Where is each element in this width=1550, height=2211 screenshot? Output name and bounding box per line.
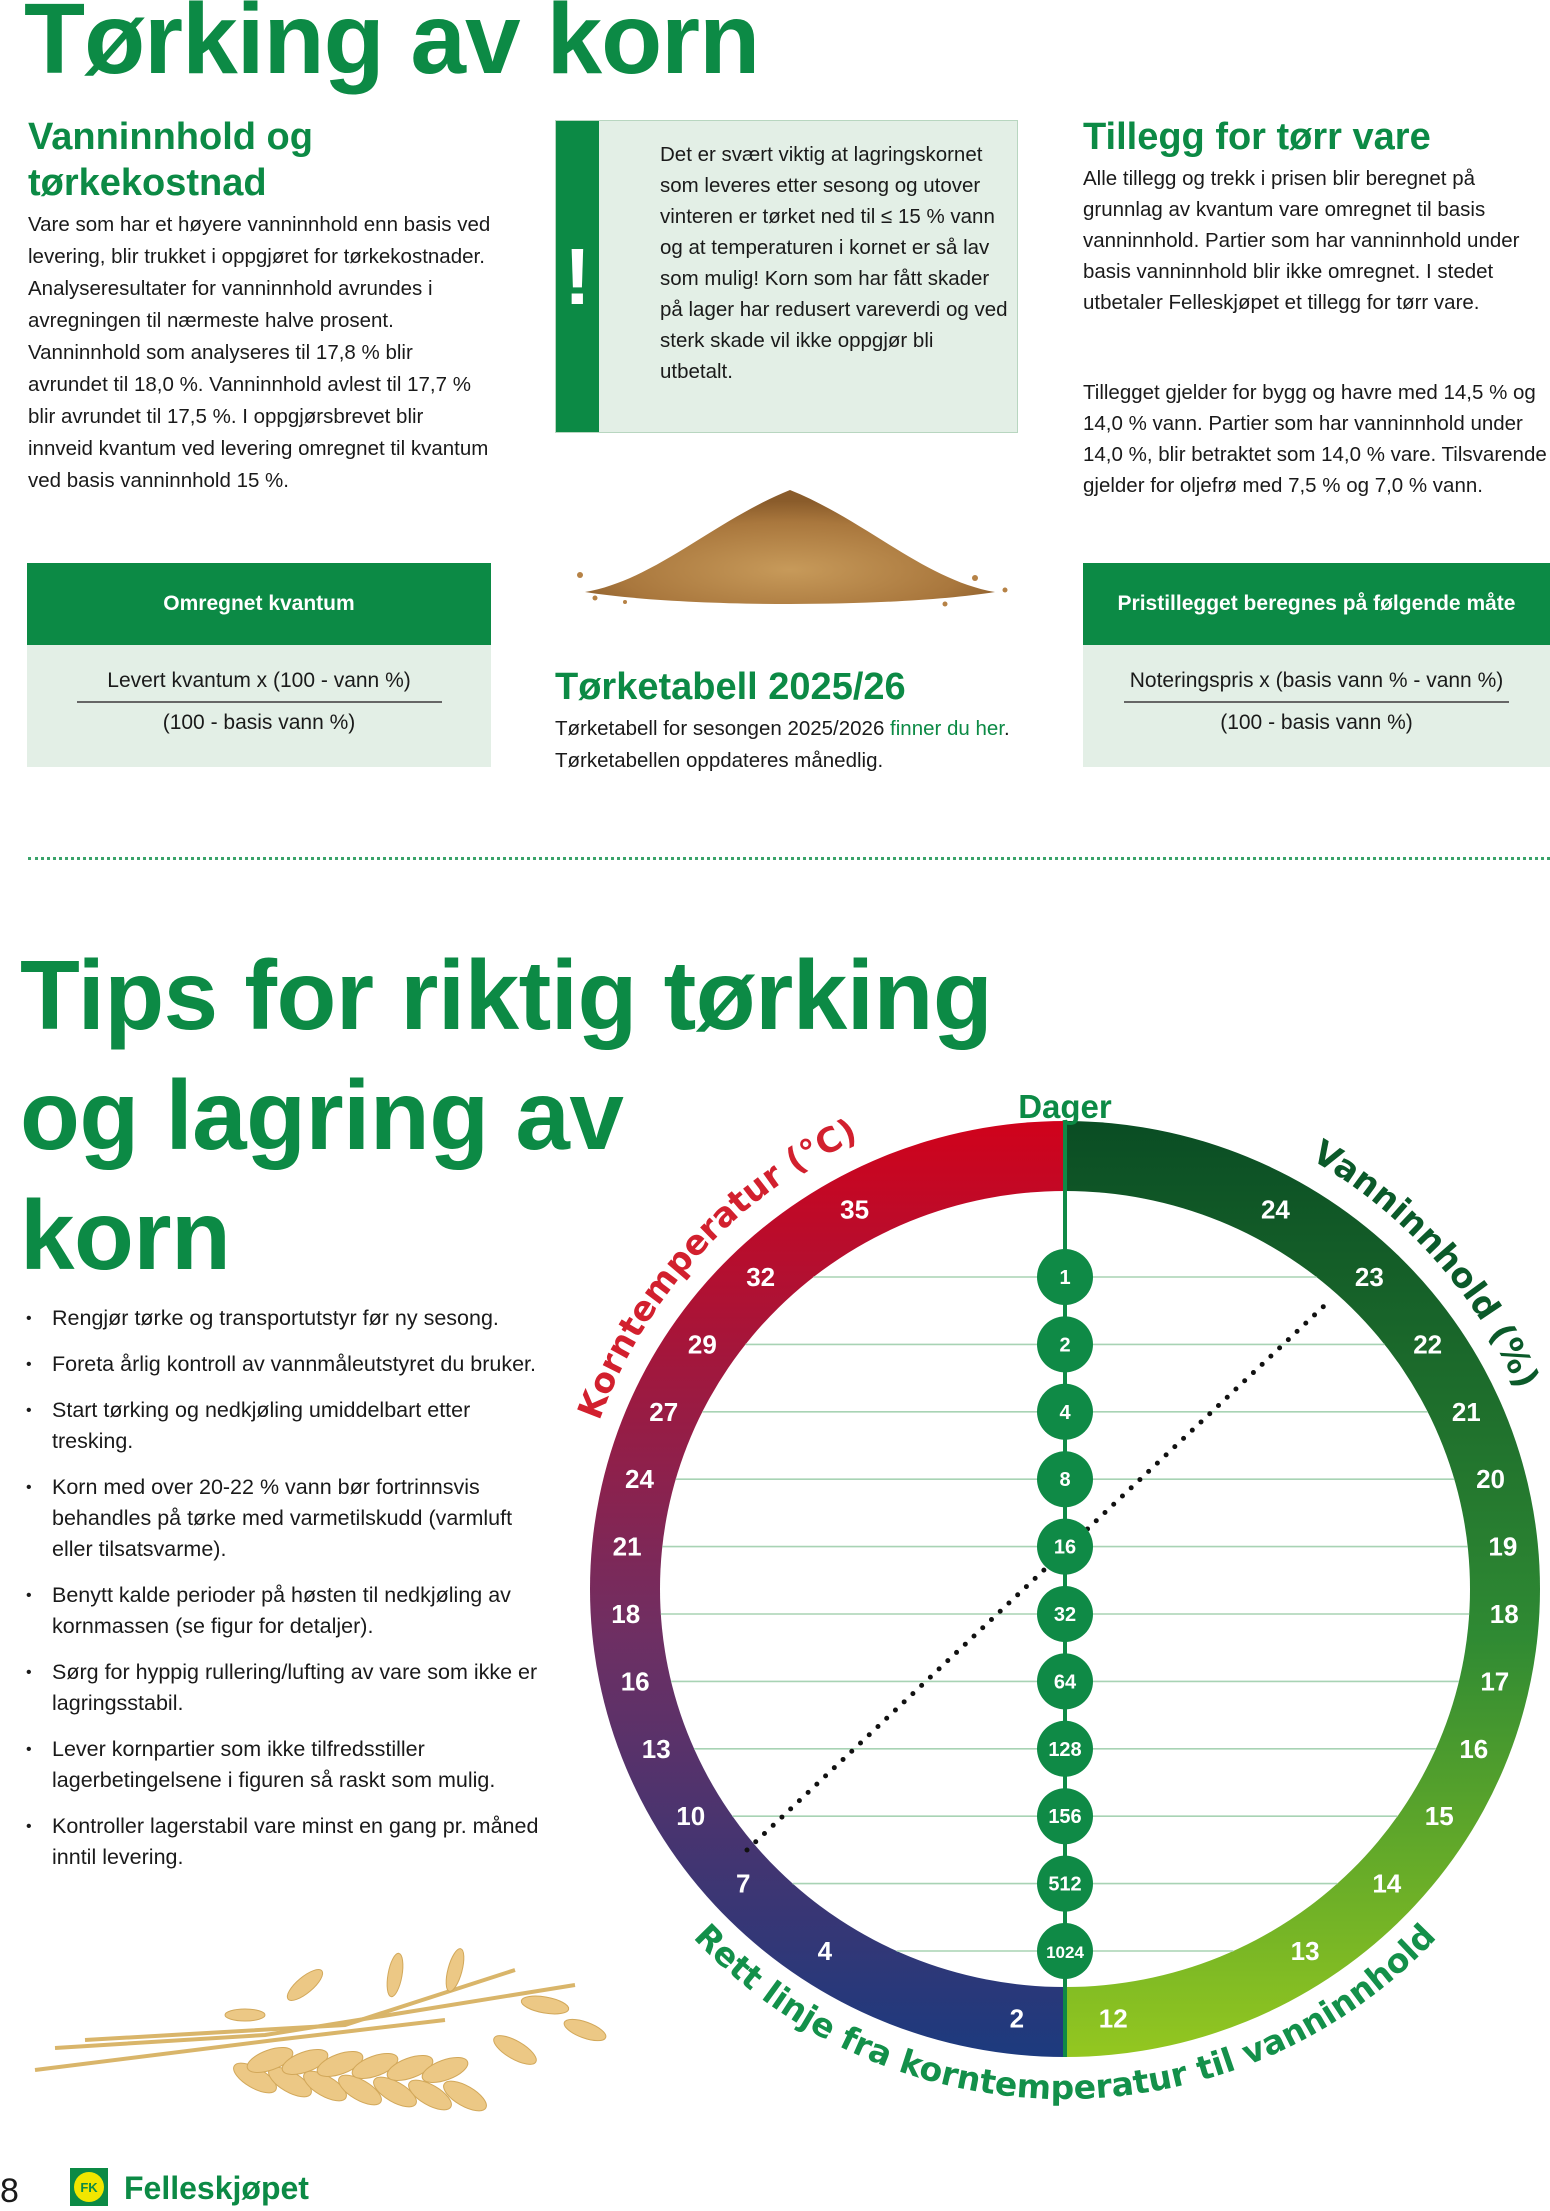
water-value: 23 (1354, 1262, 1384, 1292)
temperature-value: 21 (612, 1531, 642, 1562)
tips-title-line: og lagring av (20, 1060, 624, 1170)
formula-denominator: (100 - basis vann %) (162, 711, 356, 734)
temperature-value: 7 (735, 1868, 751, 1899)
days-label: Dager (1018, 1088, 1112, 1125)
tips-title-line: Tips for riktig tørking (20, 940, 993, 1050)
temperature-value: 4 (817, 1936, 833, 1966)
grain-pile-image (565, 480, 1015, 610)
water-cost-text: Vare som har et høyere vanninnhold enn basis ved levering, blir trukket i oppgjøret for tørkekostnader. Analyseresultater for vanninnhold avrundes i avregningen til nærmeste halve prosent. Vanninnhold som analyseres til 17,8 % blir avrundet til 18,0 %. Vanninnhold avlest til 17,7 % blir avrundet til 17,5 %. I oppgjørsbrevet blir innveid kvantum ved levering omregnet til kvantum ved basis vanninnhold 15 %. (28, 213, 491, 492)
page-number: 8 (0, 2172, 19, 2210)
drying-table-text-after: . Tørketabellen oppdateres månedlig. (555, 717, 1010, 772)
water-value: 14 (1372, 1868, 1402, 1899)
temperature-value: 29 (687, 1329, 717, 1360)
list-item: • Korn med over 20-22 % vann bør fortrinnsvis behandles på tørke med varmetilskudd (varmluft eller tilsatsvarme). (26, 1472, 556, 1565)
list-item: • Rengjør tørke og transportutstyr før ny sesong. (26, 1303, 556, 1334)
list-item: • Foreta årlig kontroll av vannmåleutstyret du bruker. (26, 1349, 556, 1380)
day-value: 64 (1053, 1671, 1077, 1694)
water-value: 13 (1290, 1936, 1320, 1966)
water-value: 16 (1459, 1733, 1489, 1764)
day-value: 16 (1053, 1536, 1077, 1559)
tips-list (26, 1303, 556, 1888)
water-cost-heading: Vanninnhold og tørkekostnad (28, 116, 313, 204)
wheat-image (15, 1930, 625, 2145)
temperature-value: 18 (611, 1599, 641, 1629)
day-value: 512 (1048, 1873, 1082, 1896)
water-value: 20 (1476, 1464, 1506, 1495)
converted-quantity-box (27, 563, 491, 767)
converted-quantity-title: Omregnet kvantum (27, 563, 491, 645)
dry-goods-heading: Tillegg for tørr vare (1083, 116, 1431, 158)
water-value: 21 (1451, 1396, 1481, 1427)
day-value: 128 (1048, 1738, 1082, 1761)
day-value: 1 (1059, 1267, 1071, 1289)
water-axis-label: Vanninnhold (%) (1305, 1132, 1547, 1395)
drying-table-link[interactable]: finner du her (890, 717, 1005, 740)
drying-table-heading: Tørketabell 2025/26 (555, 666, 906, 708)
formula-numerator: Noteringspris x (basis vann % - vann %) (1124, 669, 1509, 703)
brand-name: Felleskjøpet (124, 2170, 309, 2206)
drying-table-text-before: Tørketabell for sesongen 2025/2026 (555, 717, 891, 740)
water-value: 17 (1480, 1666, 1510, 1697)
logo-letters: FK (80, 2180, 98, 2195)
water-value: 15 (1424, 1801, 1454, 1832)
warning-box (555, 120, 1018, 433)
drying-nomogram (560, 1080, 1550, 2211)
day-value: 1024 (1046, 1943, 1084, 1962)
formula-numerator: Levert kvantum x (100 - vann %) (77, 669, 442, 703)
day-value: 156 (1048, 1806, 1082, 1829)
day-value: 8 (1059, 1469, 1071, 1492)
water-value: 18 (1489, 1599, 1519, 1629)
temperature-value: 35 (840, 1194, 870, 1225)
list-item: • Start tørking og nedkjøling umiddelbart etter tresking. (26, 1395, 556, 1457)
day-value: 4 (1059, 1401, 1071, 1424)
dry-goods-text-2: Tillegget gjelder for bygg og havre med 14,5 % og 14,0 % vann. Partier som har vanninnhold under 14,0 %, blir betraktet som 14,0 % vare. Tilsvarende gjelder for oljefrø med 7,5 % og 7,0 % vann. (1083, 381, 1547, 497)
temperature-value: 27 (649, 1396, 679, 1427)
list-item: • Sørg for hyppig rullering/lufting av vare som ikke er lagringsstabil. (26, 1657, 556, 1719)
dry-goods-text-1: Alle tillegg og trekk i prisen blir beregnet på grunnlag av kvantum vare omregnet til basis vanninnhold. Partier som har vanninnhold under basis vanninnhold blir ikke omregnet. I stedet utbetaler Felleskjøpet et tillegg for tørr vare. (1083, 167, 1520, 314)
list-item: • Kontroller lagerstabil vare minst en gang pr. måned inntil levering. (26, 1811, 556, 1873)
exclamation-icon: ! (556, 121, 599, 432)
temperature-value: 13 (641, 1733, 671, 1764)
price-supplement-box (1083, 563, 1550, 767)
temperature-value: 24 (624, 1464, 654, 1495)
water-value: 24 (1260, 1194, 1290, 1225)
drying-table-text (555, 713, 1025, 777)
tips-title-line: korn (20, 1180, 231, 1290)
temperature-axis-label: Korntemperatur (°C) (570, 1110, 864, 1425)
warning-text: Det er svært viktig at lagringskornet som leveres etter sesong og utover vinteren er tørket ned til ≤ 15 % vann og at temperaturen i kornet er så lav som mulig! Korn som har fått skader på lager har redusert vareverdi og ved sterk skade vil ikke oppgjør bli utbetalt. (660, 143, 1008, 383)
list-item: • Lever kornpartier som ikke tilfredsstiller lagerbetingelsene i figuren så raskt som mulig. (26, 1734, 556, 1796)
water-value: 12 (1098, 2003, 1128, 2034)
section-divider (28, 857, 1550, 860)
temperature-value: 10 (676, 1801, 706, 1832)
water-value: 22 (1413, 1329, 1443, 1360)
temperature-value: 16 (620, 1666, 650, 1697)
temperature-value: 2 (1009, 2003, 1025, 2034)
water-value: 19 (1488, 1531, 1518, 1562)
page-title: Tørking av korn (24, 0, 760, 95)
formula-denominator: (100 - basis vann %) (1220, 711, 1413, 734)
day-value: 2 (1059, 1334, 1071, 1357)
instruction-label: Rett linje fra korntemperatur til vanninnhold (686, 1915, 1444, 2108)
price-supplement-title: Pristillegget beregnes på følgende måte (1083, 563, 1550, 645)
temperature-value: 32 (746, 1262, 776, 1292)
list-item: • Benytt kalde perioder på høsten til nedkjøling av kornmassen (se figur for detaljer). (26, 1580, 556, 1642)
felleskjopet-logo-icon (70, 2168, 108, 2206)
day-value: 32 (1053, 1604, 1077, 1626)
